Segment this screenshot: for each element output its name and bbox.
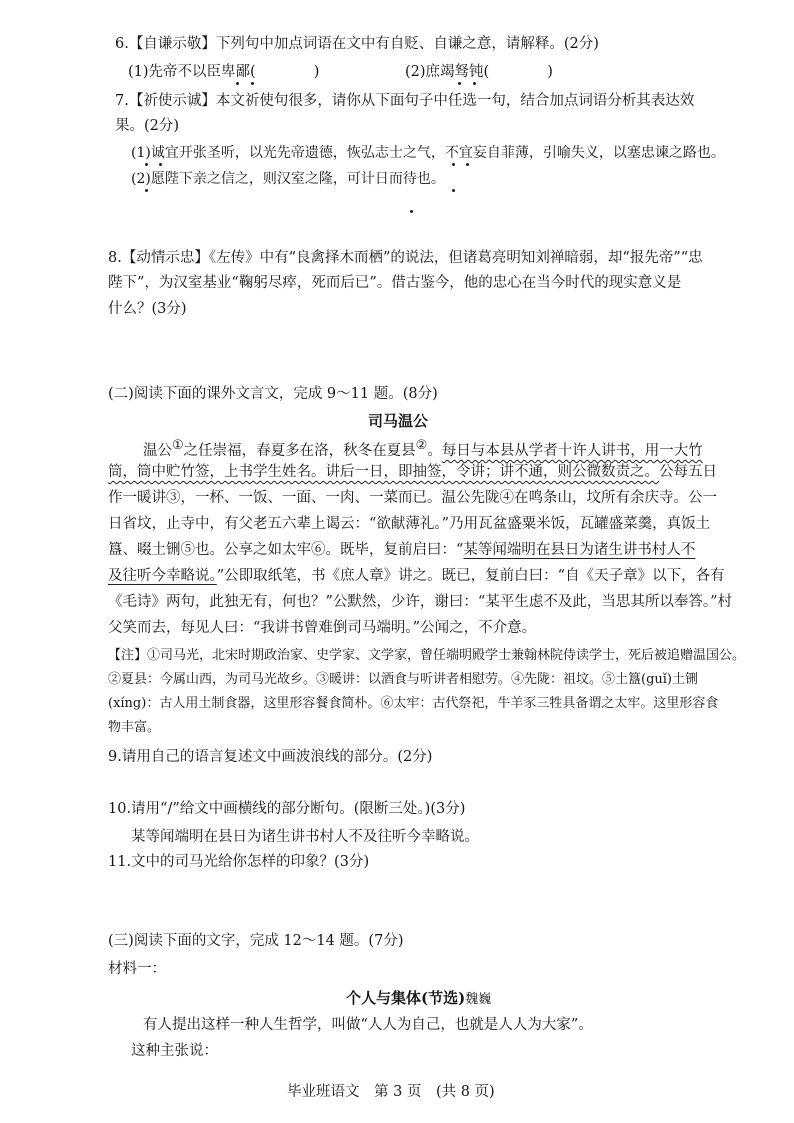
note-line-3: (xíng)：古人用土制食器，这里形容餐食简朴。⑥太牢：古代祭祀，牛羊豕三牲具备谓之太牢。这里形容食 xyxy=(108,696,719,711)
section-2-heading: (二)阅读下面的课外文言文，完成 9～11 题。(8分) xyxy=(108,386,438,402)
question-7: 7.【祈使示诚】本文祈使句很多，请你从下面句子中任选一句，结合加点词语分析其表达效 xyxy=(115,93,695,109)
passage-line-5: 簋、啜土铏⑤也。公享之如太牢⑥。既毕，复前启曰：“某等闻端明在县日为诸生讲书村人不 xyxy=(108,542,696,558)
passage-line-6: 及往听今幸略说。”公即取纸笔，书《庶人章》讲之。既已，复前白曰：“自《天子章》以下，各有 xyxy=(108,568,725,584)
emphasis-dot xyxy=(466,163,469,166)
passage-title: 司马温公 xyxy=(368,412,429,430)
emphasis-dot xyxy=(410,210,413,213)
note-line-2: ②夏县：今属山西，为司马光故乡。③暖讲：以酒食与听讲者相慰劳。④先陇：祖坟。⑤土簋(guǐ)土铏 xyxy=(108,672,698,687)
question-10: 10.请用“/”给文中画横线的部分断句。(限断三处。)(3分) xyxy=(108,801,466,817)
question-7-cont: 果。(2分) xyxy=(115,118,180,134)
question-7-sentence-2: (2)愿陛下亲之信之，则汉室之隆，可计日而待也。 xyxy=(131,171,445,187)
question-6: 6.【自谦示敬】下列句中加点词语在文中有自贬、自谦之意，请解释。(2分) xyxy=(115,36,599,52)
emphasis-dot xyxy=(452,163,455,166)
underlined-text: 某等闻端明在县日为诸生讲书村人不 xyxy=(463,542,696,558)
passage-line-2: 筒，筒中贮竹签，上书学生姓名。讲后一日，即抽签，令讲；讲不通，则公微数责之。公每五日 xyxy=(108,464,717,480)
passage-line-4: 日省坟，止寺中，有父老五六辈上谒云：“欲献薄礼。”乃用瓦盆盛粟米饭，瓦罐盛菜羹，真饭土 xyxy=(108,516,711,532)
question-9: 9.请用自己的语言复述文中画波浪线的部分。(2分) xyxy=(108,749,433,765)
section-3-heading: (三)阅读下面的文字，完成 12～14 题。(7分) xyxy=(108,933,404,949)
emphasis-dot xyxy=(458,82,461,85)
wavy-underlined-text: 筒，筒中贮竹签，上书学生姓名。讲后一日，即抽签，令讲；讲不通，则公微数责之。 xyxy=(108,464,659,480)
emphasis-dot xyxy=(236,82,239,85)
question-10-sentence: 某等闻端明在县日为诸生讲书村人不及往听今幸略说。 xyxy=(131,829,479,845)
passage-line-1: 温公①之任崇福，春夏多在洛，秋冬在夏县②。每日与本县从学者十许人讲书，用一大竹 xyxy=(143,438,703,459)
note-line-1: 【注】①司马光，北宋时期政治家、史学家、文学家，曾任端明殿学士兼翰林院侍读学士，死后被追赠温国公。 xyxy=(108,648,746,663)
emphasis-dot xyxy=(159,163,162,166)
emphasis-dot xyxy=(145,163,148,166)
question-6-item-1: (1)先帝不以臣卑鄙( ) xyxy=(128,64,320,80)
emphasis-dot xyxy=(145,189,148,192)
underlined-text: 及往听今幸略说。 xyxy=(108,568,217,584)
passage-line-8: 父笑而去，每见人曰：“我讲书曾难倒司马端明。”公闻之，不介意。 xyxy=(108,620,537,636)
wavy-underlined-text: 每日与本县从学者十许人讲书，用一大竹 xyxy=(441,442,703,459)
page-footer: 毕业班语文 第 3 页 (共 8 页) xyxy=(287,1084,495,1100)
passage-line-7: 《毛诗》两句，此独无有，何也？”公默然，少许，谢曰：“某平生虑不及此，当思其所以奉答。”村 xyxy=(108,594,732,610)
question-8-cont-2: 什么？(3分) xyxy=(108,301,187,317)
question-11: 11.文中的司马光给你怎样的印象？(3分) xyxy=(108,854,370,870)
material-paragraph-2: 这种主张说： xyxy=(131,1043,218,1059)
question-7-sentence-1: (1)诚宜开张圣听，以光先帝遗德，恢弘志士之气，不宜妄自菲薄，引喻失义，以塞忠谏之路也。 xyxy=(131,145,725,161)
note-line-4: 物丰富。 xyxy=(108,720,161,735)
question-6-item-2: (2)庶竭驽钝( ) xyxy=(405,64,553,80)
emphasis-dot xyxy=(452,189,455,192)
passage-line-3: 作一暖讲③，一杯、一饭、一面、一肉、一菜而已。温公先陇④在鸣条山，坟所有余庆寺。公一 xyxy=(108,490,717,506)
material-author: 魏巍 xyxy=(465,992,492,1007)
question-8-cont-1: 陛下”，为汉室基业“鞠躬尽瘁，死而后已”。借古鉴今，他的忠心在当今时代的现实意义是 xyxy=(108,275,682,291)
material-title: 个人与集体(节选)魏巍 xyxy=(346,989,492,1007)
material-label: 材料一： xyxy=(108,961,166,977)
emphasis-dot xyxy=(473,82,476,85)
emphasis-dot xyxy=(251,82,254,85)
question-8: 8.【动情示忠】《左传》中有“良禽择木而栖”的说法，但诸葛亮明知刘禅暗弱，却“报先帝”“忠 xyxy=(108,250,703,266)
material-paragraph-1: 有人提出这样一种人生哲学，叫做“人人为自己，也就是人人为大家”。 xyxy=(143,1017,593,1033)
